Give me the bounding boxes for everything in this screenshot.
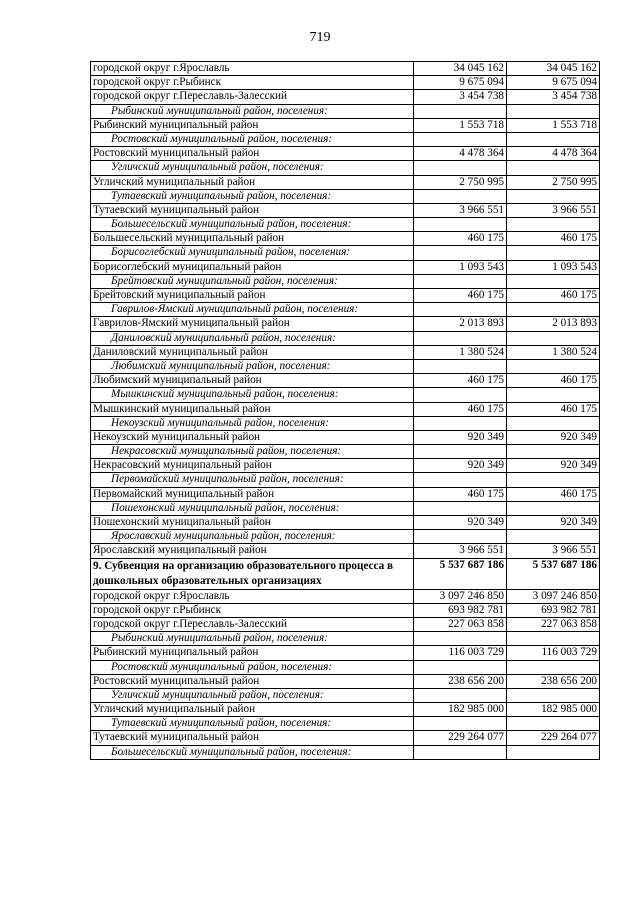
row-value-2-cell xyxy=(507,359,600,373)
budget-table xyxy=(90,61,600,760)
row-name-cell: Тутаевский муниципальный район, поселения: xyxy=(91,717,414,731)
row-value-2-cell xyxy=(507,303,600,317)
row-name-cell: Рыбинский муниципальный район, поселения: xyxy=(91,632,414,646)
row-value-2-cell xyxy=(507,132,600,146)
row-value-1-cell xyxy=(414,274,507,288)
row-value-2-cell: 9 675 094 xyxy=(507,76,600,90)
table-subheader-row xyxy=(91,161,600,175)
table-row xyxy=(91,90,600,104)
row-name-cell: городской округ г.Переславль-Залесский xyxy=(91,90,414,104)
row-name-cell: Ростовский муниципальный район, поселения: xyxy=(91,132,414,146)
row-value-1-cell xyxy=(414,688,507,702)
table-row xyxy=(91,544,600,558)
table-subheader-row xyxy=(91,246,600,260)
table-row xyxy=(91,402,600,416)
row-value-1-cell: 920 349 xyxy=(414,459,507,473)
table-row xyxy=(91,731,600,745)
row-value-2-cell: 3 097 246 850 xyxy=(507,589,600,603)
table-row xyxy=(91,430,600,444)
row-name-cell: Некоузский муниципальный район xyxy=(91,430,414,444)
row-value-1-cell: 34 045 162 xyxy=(414,62,507,76)
table-subheader-row xyxy=(91,445,600,459)
table-row xyxy=(91,62,600,76)
table-subheader-row xyxy=(91,132,600,146)
table-row xyxy=(91,487,600,501)
table-subheader-row xyxy=(91,218,600,232)
row-value-2-cell xyxy=(507,161,600,175)
table-row xyxy=(91,617,600,631)
row-value-2-cell: 229 264 077 xyxy=(507,731,600,745)
row-name-cell: Рыбинский муниципальный район, поселения: xyxy=(91,104,414,118)
table-row xyxy=(91,175,600,189)
row-value-2-cell: 3 966 551 xyxy=(507,544,600,558)
row-value-1-cell xyxy=(414,745,507,759)
row-name-cell: Большесельский муниципальный район xyxy=(91,232,414,246)
row-value-2-cell: 1 380 524 xyxy=(507,345,600,359)
row-value-2-cell xyxy=(507,416,600,430)
table-row xyxy=(91,289,600,303)
row-name-cell: Борисоглебский муниципальный район, поселения: xyxy=(91,246,414,260)
table-row xyxy=(91,232,600,246)
row-value-1-cell: 1 093 543 xyxy=(414,260,507,274)
row-name-cell: Тутаевский муниципальный район xyxy=(91,731,414,745)
row-value-2-cell xyxy=(507,189,600,203)
row-name-cell: Угличский муниципальный район xyxy=(91,175,414,189)
row-value-2-cell: 1 553 718 xyxy=(507,118,600,132)
row-name-cell: Ярославский муниципальный район, поселения: xyxy=(91,530,414,544)
row-value-2-cell xyxy=(507,331,600,345)
table-row xyxy=(91,260,600,274)
row-value-2-cell: 1 093 543 xyxy=(507,260,600,274)
table-row xyxy=(91,203,600,217)
row-name-cell: городской округ г.Ярославль xyxy=(91,589,414,603)
row-name-cell: Тутаевский муниципальный район, поселения: xyxy=(91,189,414,203)
row-name-cell: Ярославский муниципальный район xyxy=(91,544,414,558)
row-value-2-cell xyxy=(507,688,600,702)
table-row xyxy=(91,589,600,603)
row-name-cell: Рыбинский муниципальный район xyxy=(91,118,414,132)
table-subheader-row xyxy=(91,104,600,118)
row-name-cell: Первомайский муниципальный район xyxy=(91,487,414,501)
row-value-2-cell: 182 985 000 xyxy=(507,703,600,717)
row-value-1-cell: 9 675 094 xyxy=(414,76,507,90)
row-value-2-cell: 4 478 364 xyxy=(507,147,600,161)
row-name-cell: городской округ г.Рыбинск xyxy=(91,76,414,90)
row-name-cell: 9. Субвенция на организацию образовательного процесса в дошкольных образовательных организациях xyxy=(91,558,414,589)
page-number: 719 xyxy=(309,30,331,45)
row-name-cell: Ростовский муниципальный район xyxy=(91,147,414,161)
row-value-1-cell: 182 985 000 xyxy=(414,703,507,717)
row-name-cell: Большесельский муниципальный район, поселения: xyxy=(91,218,414,232)
table-subheader-row xyxy=(91,416,600,430)
row-value-1-cell: 460 175 xyxy=(414,289,507,303)
row-value-2-cell: 460 175 xyxy=(507,289,600,303)
row-name-cell: Рыбинский муниципальный район xyxy=(91,646,414,660)
table-subheader-row xyxy=(91,501,600,515)
table-row xyxy=(91,646,600,660)
table-subheader-row xyxy=(91,632,600,646)
row-name-cell: Даниловский муниципальный район, поселения: xyxy=(91,331,414,345)
row-name-cell: Ростовский муниципальный район xyxy=(91,674,414,688)
row-value-1-cell: 460 175 xyxy=(414,374,507,388)
row-value-1-cell: 460 175 xyxy=(414,232,507,246)
table-row xyxy=(91,703,600,717)
row-value-2-cell: 5 537 687 186 xyxy=(507,558,600,589)
row-name-cell: Тутаевский муниципальный район xyxy=(91,203,414,217)
table-subheader-row xyxy=(91,359,600,373)
row-value-1-cell: 3 454 738 xyxy=(414,90,507,104)
row-value-1-cell: 1 553 718 xyxy=(414,118,507,132)
row-value-1-cell xyxy=(414,473,507,487)
table-subheader-row xyxy=(91,331,600,345)
row-name-cell: Пошехонский муниципальный район, поселения: xyxy=(91,501,414,515)
row-name-cell: Угличский муниципальный район xyxy=(91,703,414,717)
row-value-1-cell xyxy=(414,717,507,731)
row-name-cell: Некоузский муниципальный район, поселения: xyxy=(91,416,414,430)
row-value-2-cell xyxy=(507,274,600,288)
row-value-1-cell xyxy=(414,632,507,646)
row-value-2-cell: 3 966 551 xyxy=(507,203,600,217)
row-value-2-cell: 238 656 200 xyxy=(507,674,600,688)
row-value-1-cell xyxy=(414,530,507,544)
row-name-cell: Брейтовский муниципальный район xyxy=(91,289,414,303)
table-subheader-row xyxy=(91,473,600,487)
row-value-1-cell: 238 656 200 xyxy=(414,674,507,688)
row-value-1-cell: 460 175 xyxy=(414,402,507,416)
row-value-1-cell: 3 966 551 xyxy=(414,203,507,217)
row-value-2-cell xyxy=(507,530,600,544)
table-row xyxy=(91,516,600,530)
row-name-cell: Мышкинский муниципальный район, поселения: xyxy=(91,388,414,402)
row-value-2-cell xyxy=(507,473,600,487)
row-value-2-cell xyxy=(507,717,600,731)
row-value-1-cell: 460 175 xyxy=(414,487,507,501)
row-value-2-cell: 460 175 xyxy=(507,487,600,501)
row-value-1-cell: 5 537 687 186 xyxy=(414,558,507,589)
row-value-2-cell: 920 349 xyxy=(507,459,600,473)
row-name-cell: Первомайский муниципальный район, поселения: xyxy=(91,473,414,487)
row-name-cell: Любимский муниципальный район, поселения: xyxy=(91,359,414,373)
row-value-1-cell xyxy=(414,303,507,317)
row-value-1-cell xyxy=(414,189,507,203)
row-name-cell: Пошехонский муниципальный район xyxy=(91,516,414,530)
table-row xyxy=(91,345,600,359)
row-value-1-cell xyxy=(414,660,507,674)
row-value-2-cell: 3 454 738 xyxy=(507,90,600,104)
table-subheader-row xyxy=(91,189,600,203)
row-value-1-cell: 1 380 524 xyxy=(414,345,507,359)
table-row xyxy=(91,374,600,388)
row-value-1-cell xyxy=(414,218,507,232)
row-name-cell: Угличский муниципальный район, поселения: xyxy=(91,161,414,175)
row-value-1-cell xyxy=(414,331,507,345)
row-value-2-cell xyxy=(507,246,600,260)
row-name-cell: Даниловский муниципальный район xyxy=(91,345,414,359)
row-name-cell: Некрасовский муниципальный район, поселения: xyxy=(91,445,414,459)
row-value-2-cell: 2 013 893 xyxy=(507,317,600,331)
row-value-1-cell: 229 264 077 xyxy=(414,731,507,745)
table-row xyxy=(91,317,600,331)
row-value-2-cell xyxy=(507,104,600,118)
row-value-2-cell: 34 045 162 xyxy=(507,62,600,76)
row-value-2-cell: 227 063 858 xyxy=(507,617,600,631)
table-row xyxy=(91,76,600,90)
row-value-2-cell: 460 175 xyxy=(507,232,600,246)
row-name-cell: Гаврилов-Ямский муниципальный район xyxy=(91,317,414,331)
table-row xyxy=(91,147,600,161)
table-subheader-row xyxy=(91,745,600,759)
table-subheader-row xyxy=(91,388,600,402)
table-section-row xyxy=(91,558,600,589)
row-value-2-cell: 460 175 xyxy=(507,374,600,388)
table-subheader-row xyxy=(91,660,600,674)
row-name-cell: Большесельский муниципальный район, поселения: xyxy=(91,745,414,759)
row-name-cell: Брейтовский муниципальный район, поселения: xyxy=(91,274,414,288)
row-name-cell: Мышкинский муниципальный район xyxy=(91,402,414,416)
table-subheader-row xyxy=(91,688,600,702)
table-subheader-row xyxy=(91,303,600,317)
budget-table-body xyxy=(91,62,600,760)
row-value-1-cell xyxy=(414,445,507,459)
row-name-cell: Любимский муниципальный район xyxy=(91,374,414,388)
table-row xyxy=(91,603,600,617)
row-value-1-cell xyxy=(414,359,507,373)
row-name-cell: городской округ г.Рыбинск xyxy=(91,603,414,617)
row-value-1-cell: 920 349 xyxy=(414,430,507,444)
row-value-2-cell: 693 982 781 xyxy=(507,603,600,617)
row-value-1-cell: 227 063 858 xyxy=(414,617,507,631)
row-value-2-cell xyxy=(507,445,600,459)
row-value-1-cell: 3 097 246 850 xyxy=(414,589,507,603)
table-row xyxy=(91,118,600,132)
row-value-2-cell xyxy=(507,218,600,232)
row-name-cell: Гаврилов-Ямский муниципальный район, поселения: xyxy=(91,303,414,317)
table-row xyxy=(91,674,600,688)
row-name-cell: городской округ г.Ярославль xyxy=(91,62,414,76)
row-value-1-cell xyxy=(414,246,507,260)
row-value-2-cell: 116 003 729 xyxy=(507,646,600,660)
row-name-cell: городской округ г.Переславль-Залесский xyxy=(91,617,414,631)
row-name-cell: Борисоглебский муниципальный район xyxy=(91,260,414,274)
row-value-2-cell xyxy=(507,632,600,646)
table-row xyxy=(91,459,600,473)
row-value-1-cell: 920 349 xyxy=(414,516,507,530)
row-value-1-cell xyxy=(414,416,507,430)
table-subheader-row xyxy=(91,717,600,731)
row-value-1-cell: 2 013 893 xyxy=(414,317,507,331)
row-value-1-cell xyxy=(414,501,507,515)
row-value-1-cell: 693 982 781 xyxy=(414,603,507,617)
row-value-1-cell: 3 966 551 xyxy=(414,544,507,558)
row-value-2-cell xyxy=(507,388,600,402)
row-name-cell: Ростовский муниципальный район, поселения: xyxy=(91,660,414,674)
row-value-1-cell: 4 478 364 xyxy=(414,147,507,161)
row-value-2-cell: 2 750 995 xyxy=(507,175,600,189)
row-value-2-cell xyxy=(507,660,600,674)
row-value-2-cell: 920 349 xyxy=(507,430,600,444)
table-subheader-row xyxy=(91,274,600,288)
row-value-1-cell xyxy=(414,132,507,146)
row-name-cell: Некрасовский муниципальный район xyxy=(91,459,414,473)
row-value-2-cell xyxy=(507,501,600,515)
row-value-1-cell xyxy=(414,161,507,175)
table-subheader-row xyxy=(91,530,600,544)
row-value-1-cell xyxy=(414,104,507,118)
row-value-1-cell: 2 750 995 xyxy=(414,175,507,189)
row-value-2-cell: 460 175 xyxy=(507,402,600,416)
row-name-cell: Угличский муниципальный район, поселения: xyxy=(91,688,414,702)
row-value-1-cell: 116 003 729 xyxy=(414,646,507,660)
row-value-1-cell xyxy=(414,388,507,402)
row-value-2-cell xyxy=(507,745,600,759)
row-value-2-cell: 920 349 xyxy=(507,516,600,530)
